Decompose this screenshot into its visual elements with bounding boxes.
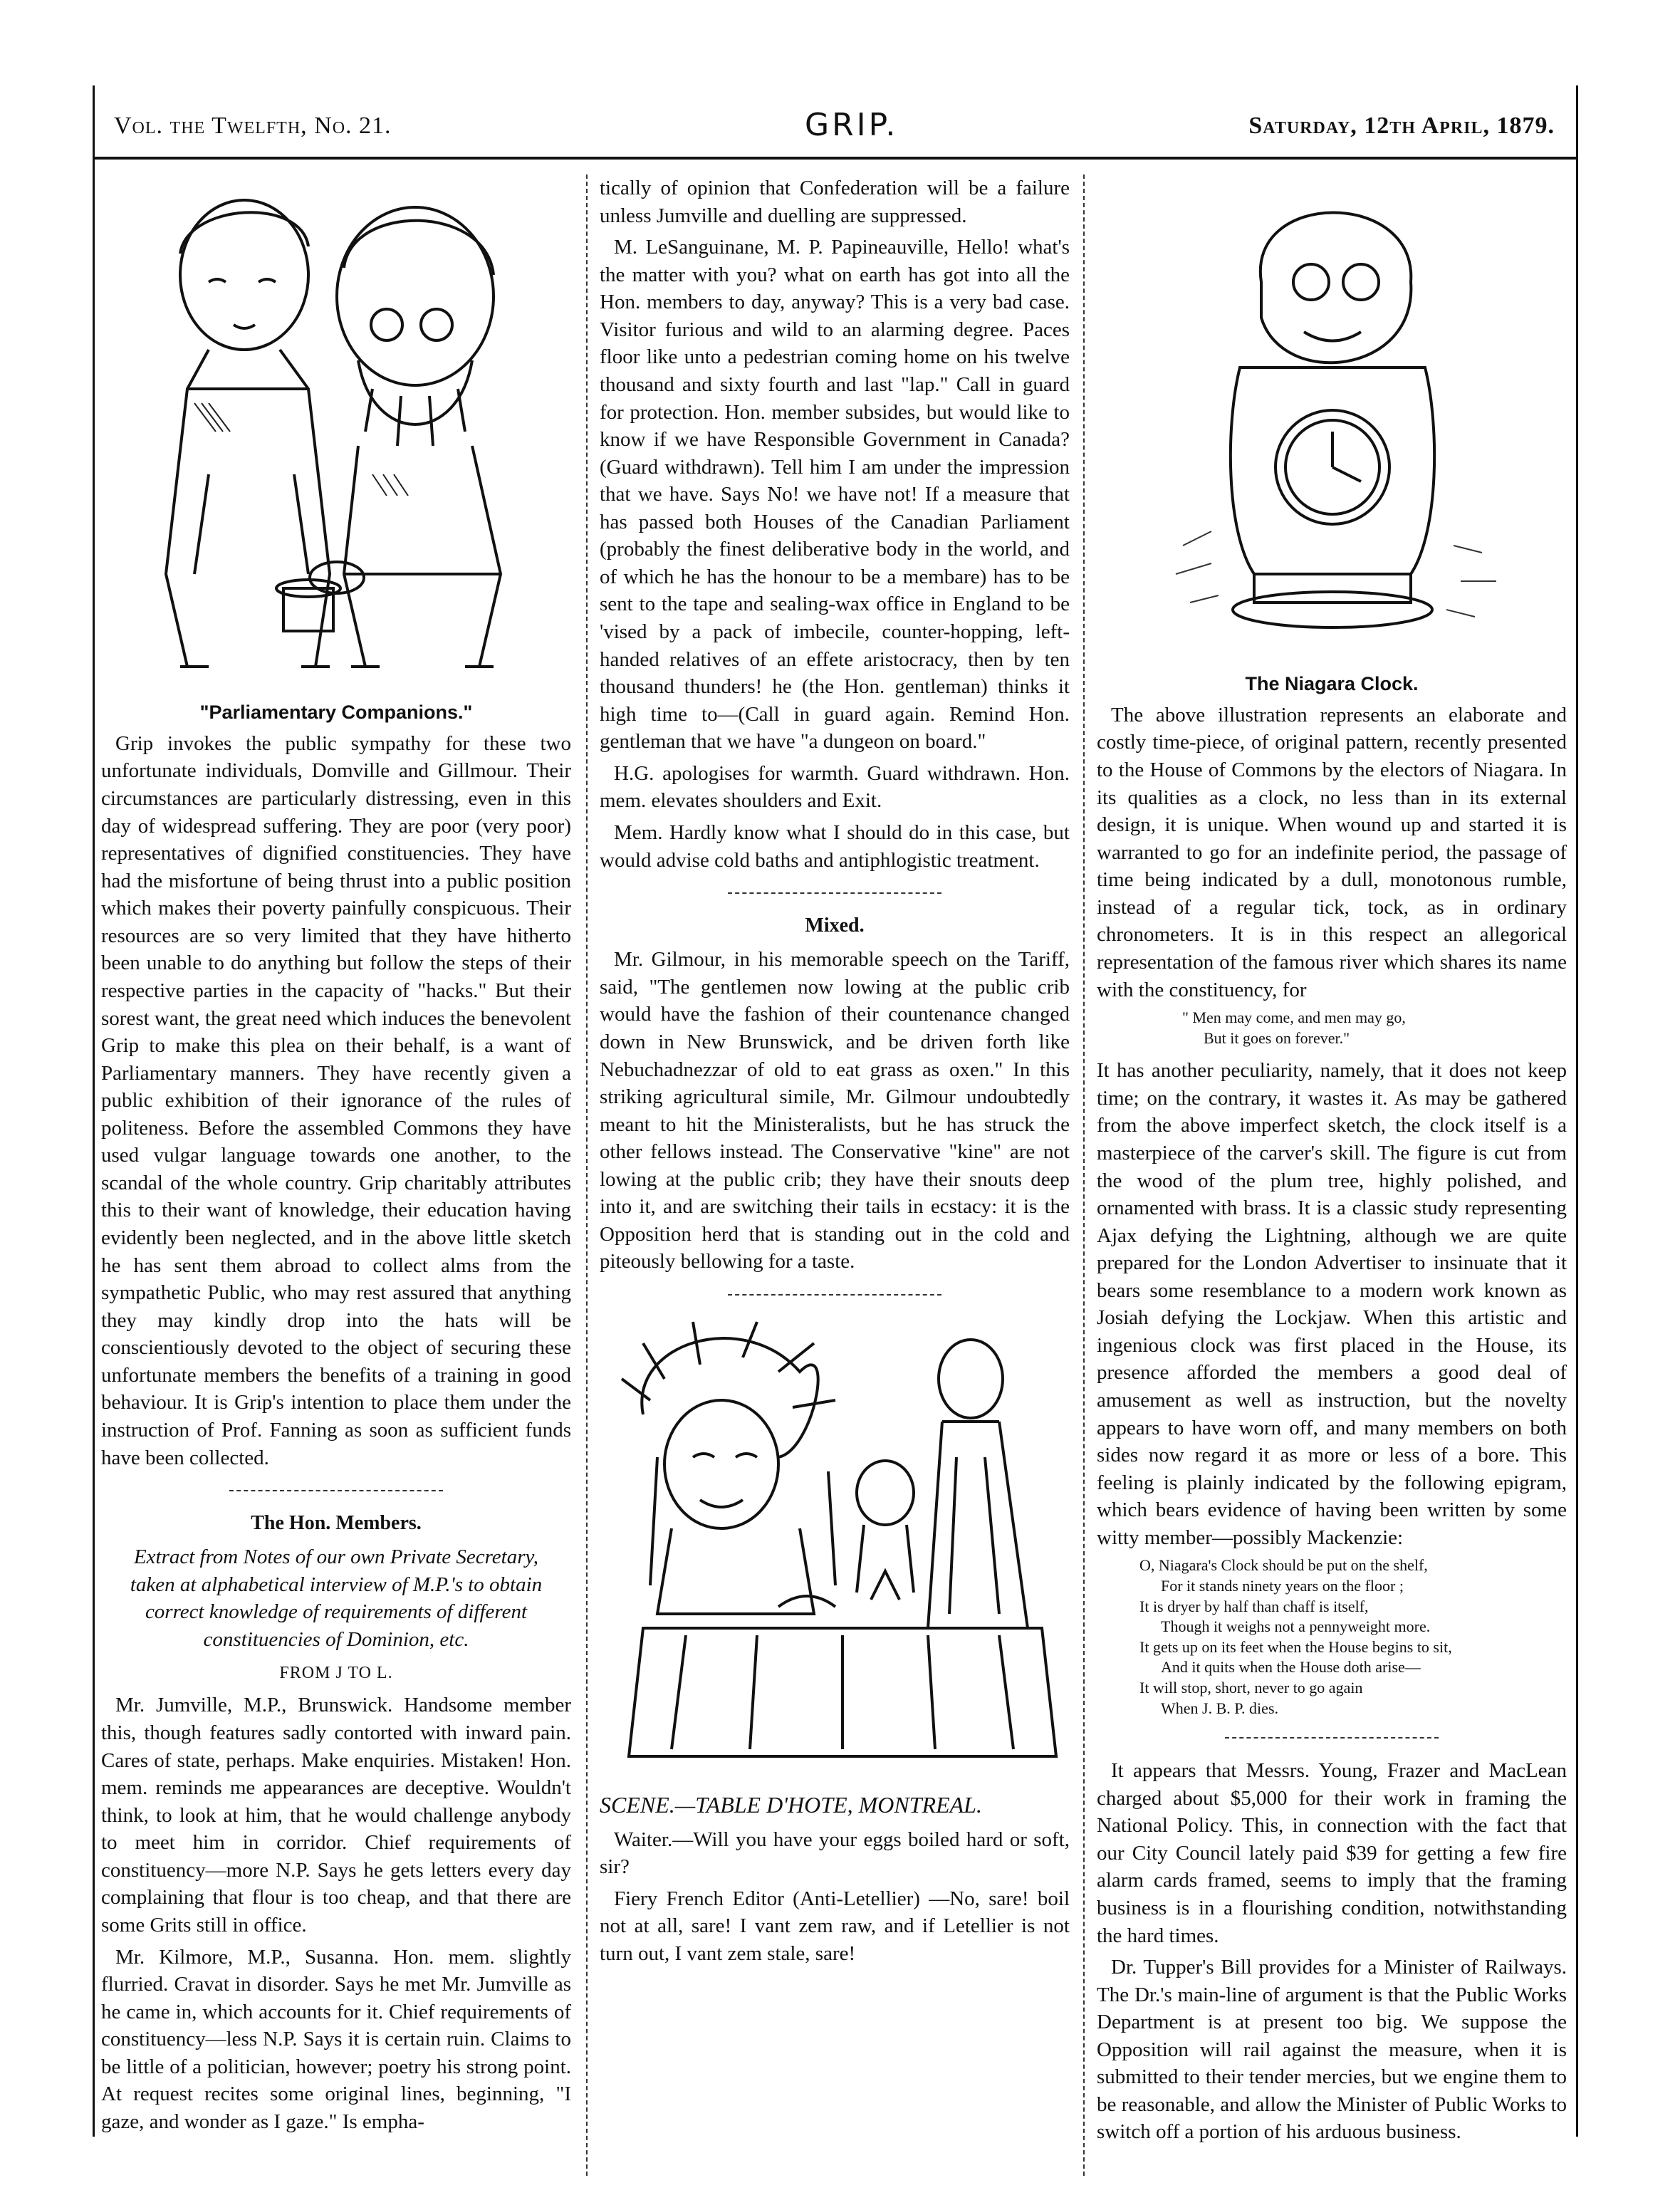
article-paragraph: H.G. apologises for warmth. Guard withdrawn. Hon. mem. elevates shoulders and Exit.: [600, 761, 1070, 813]
section-range-label: FROM J TO L.: [279, 1663, 393, 1682]
illustration-caption: "Parliamentary Companions.": [199, 702, 473, 723]
section-separator: [728, 892, 941, 894]
epigram-line: It will stop, short, never to go again: [1139, 1678, 1363, 1696]
column-2: [600, 174, 1070, 1971]
epigram: [1097, 1555, 1567, 1719]
epigram-line: And it quits when the House doth arise—: [1161, 1658, 1421, 1677]
article-paragraph: Mr. Jumville, M.P., Brunswick. Handsome member this, though features sadly contorted with inward pain. Cares of state, perhaps. Make enquiries. Mistaken! Hon. mem. reminds me appearances are deceptive. Wouldn't think, to look at him, that he would challenge anybody to meet him in corridor. Chief requirements of constituency—more N.P. Says he gets letters every day complaining that flour is too cheap, and that there are some Grits still in office.: [101, 1694, 571, 1937]
epigram-line: Though it weighs not a pennyweight more.: [1161, 1617, 1431, 1636]
article-paragraph: It appears that Messrs. Young, Frazer and MacLean charged about $5,000 for their work in framing the National Policy. This, in connection with the fact that our City Council lately paid $39 for getting a few fire alarm cards framed, seems to imply that the framing business is in a flourishing condition, notwithstanding the hard times.: [1097, 1759, 1567, 1947]
column-1: [101, 174, 571, 2139]
scene-caption: SCENE.—TABLE D'HOTE, MONTREAL.: [600, 1792, 982, 1818]
issue-date: Saturday, 12th April, 1879.: [1248, 113, 1555, 139]
article-paragraph: The above illustration represents an elaborate and costly time-piece, of original pattern, recently presented to the House of Commons by the electors of Niagara. In its qualities as a clock, no less than in its external design, it is unique. When wound up and started it is warranted to go for an indefinite period, the passage of time being indicated by a dull, monotonous rumble, instead of a regular tick, tock, as in ordinary chronometers. It is in this respect an allegorical representation of the famous river which shares its name with the constituency, for: [1097, 703, 1567, 1001]
article-paragraph: Dr. Tupper's Bill provides for a Minister of Railways. The Dr.'s main-line of argument is that the Public Works Department is at present too big. We suppose the Opposition will rail against the measure, when it is submitted to their tender mercies, but we engine them to be reasonable, and allow the Minister of Public Works to switch off a portion of his arduous business.: [1097, 1956, 1567, 2144]
section-separator: [1225, 1737, 1439, 1739]
article-paragraph: Mem. Hardly know what I should do in this case, but would advise cold baths and antiphlogistic treatment.: [600, 820, 1070, 872]
article-paragraph: Mr. Gilmour, in his memorable speech on the Tariff, said, "The gentlemen now lowing at the public crib would have the fashion of their countenance changed down in New Brunswick, and be driven forth like Nebuchadnezzar of old to eat grass as oxen." In this striking agricultural simile, Mr. Gilmour undoubtedly meant to hit the Ministeralists, but he has struck the other fellows instead. The Conservative "kine" are not lowing at the public crib; they have their snouts deep into it, and are switching their tails in ecstacy: it is the Opposition herd that is standing out in the cold and piteously bellowing for a taste.: [600, 948, 1070, 1273]
epigram-line: It gets up on its feet when the House begins to sit,: [1139, 1637, 1452, 1656]
section-subtitle: Extract from Notes of our own Private Secretary, taken at alphabetical interview of M.P.'s to obtain correct knowledge of requirements of different constituencies of Dominion, etc.: [130, 1546, 543, 1652]
table-dhote-illustration: [600, 1314, 1071, 1778]
article-paragraph: M. LeSanguinane, M. P. Papineauville, Hello! what's the matter with you? what on earth has got into all the Hon. members to day, anyway? This is a very bad case. Visitor furious and wild to an alarming degree. Paces floor like unto a pedestrian coming home on his twelve thousand and sixty fourth and last "lap." Call in guard for protection. Hon. member subsides, but would like to know if we have Responsible Government in Canada? (Guard withdrawn). Tell him I am under the impression that we have. Says No! we have not! If a measure that has passed both Houses of the Canadian Parliament (probably the finest deliberative body in the world, and of which he has the honour to be a membare) has to be sent to the tape and sealing-wax office in England to be 'vised by a pack of imbecile, counter-hopping, left-handed relatives of an effete aristocracy, then by ten thousand thunders! he (the Hon. gentleman) thinks it high time to—(Call in guard again. Remind Hon. gentleman that we have "a dungeon on board.": [600, 236, 1070, 754]
column-divider: [586, 174, 588, 2176]
epigram-line: O, Niagara's Clock should be put on the shelf,: [1139, 1556, 1428, 1575]
section-separator: [728, 1294, 941, 1296]
section-heading: The Hon. Members.: [251, 1512, 422, 1535]
parliamentary-companions-illustration: [101, 174, 573, 696]
quotation-line: But it goes on forever.": [1204, 1028, 1350, 1047]
volume-number: Vol. the Twelfth, No. 21.: [114, 113, 392, 139]
epigram-line: For it stands ninety years on the floor ;: [1161, 1577, 1404, 1595]
paper-title: GRIP.: [805, 107, 899, 143]
epigram-line: It is dryer by half than chaff is itself,: [1139, 1597, 1369, 1615]
epigram-line: When J. B. P. dies.: [1161, 1699, 1278, 1717]
quotation-line: " Men may come, and men may go,: [1182, 1008, 1406, 1027]
column-3: [1097, 174, 1567, 2150]
masthead: [93, 100, 1576, 160]
article-paragraph: tically of opinion that Confederation will be a failure unless Jumville and duelling are suppressed.: [600, 177, 1070, 227]
article-paragraph: It has another peculiarity, namely, that it does not keep time; on the contrary, it wastes it. As may be gathered from the above imperfect sketch, the clock itself is a masterpiece of the carver's skill. The figure is cut from the wood of the plum tree, highly polished, and ornamented with brass. It is a classic study representing Ajax defying the Lightning, although we are quite prepared for the London Advertiser to insinuate that it bears some resemblance to a modern work known as Josiah defying the Lockjaw. When this artistic and ingenious clock was first placed in the House, its presence afforded the members a good deal of amusement as well as instruction, but the novelty appears to have worn off, and many members on both sides now regard it as more or less of a bore. This feeling is plainly indicated by the following epigram, which bears evidence of having been written by some witty member—possibly Mackenzie:: [1097, 1059, 1567, 1549]
dialogue-line: Fiery French Editor (Anti-Letellier) —No, sare! boil not at all, sare! I vant zem raw, and if Letellier is not turn out, I vant zem stale, sare!: [600, 1887, 1070, 1965]
section-heading: Mixed.: [805, 914, 865, 937]
quotation: [1097, 1008, 1567, 1048]
article-paragraph: Grip invokes the public sympathy for these two unfortunate individuals, Domville and Gillmour. Their circumstances are particularly distressing, even in this day of widespread suffering. They are poor (very poor) representatives of dignified constituencies. They have had the misfortune of being thrust into a public position which makes their poverty painfully conspicuous. Their resources are so very limited that they have hitherto been unable to do anything but follow the steps of their respective parties in the capacity of "hacks." But their sorest want, the great need which induces the benevolent Grip to make this plea on their behalf, is a want of Parliamentary manners. They have recently given a public exhibition of their ignorance of the rules of politeness. Before the assembled Commons they have used vulgar language towards one another, to the scandal of the whole country. Grip charitably attributes this to their want of knowledge, their education having evidently been neglected, and in the above little sketch he has sent them abroad to collect alms from the sympathetic Public, who may rest assured that anything they may kindly drop into the hats will be conscientiously devoted to the object of securing these unfortunate members the benefits of a training in good behaviour. It is Grip's intention to place them under the instruction of Prof. Fanning as soon as sufficient funds have been collected.: [101, 731, 571, 1469]
dialogue-line: Waiter.—Will you have your eggs boiled hard or soft, sir?: [600, 1828, 1070, 1879]
article-paragraph: Mr. Kilmore, M.P., Susanna. Hon. mem. slightly flurried. Cravat in disorder. Says he met Mr. Jumville as he came in, which accounts for it. Chief requirements of constituency—less N.P. Says it is certain ruin. Claims to be little of a politician, however; poetry his strong point. At request recites some original lines, beginning, "I gaze, and wonder as I gaze." Is empha-: [101, 1945, 571, 2133]
illustration-caption: The Niagara Clock.: [1245, 673, 1419, 694]
niagara-clock-illustration: [1097, 174, 1568, 667]
column-divider: [1083, 174, 1085, 2176]
section-separator: [229, 1490, 443, 1491]
